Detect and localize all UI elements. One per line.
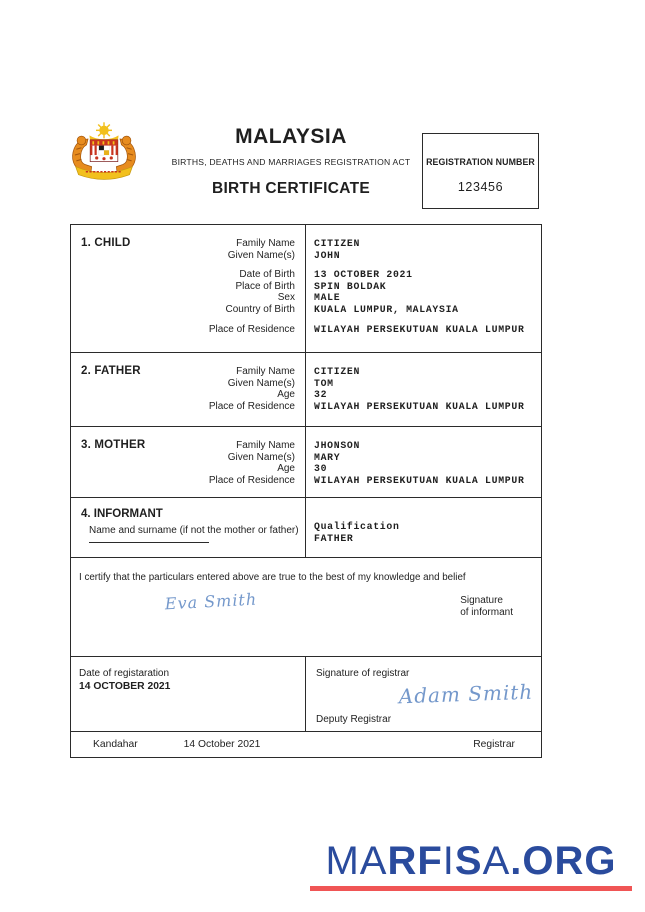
value-date-of-birth: 13 OCTOBER 2021 — [314, 269, 413, 281]
wordmark-segment: .ORG — [510, 839, 617, 883]
label-age: Age — [277, 463, 295, 475]
certification-statement: I certify that the particulars entered above are true to the best of my knowledge and belief — [79, 572, 466, 583]
informant-name-blank-line — [89, 542, 209, 543]
qualification-label: Qualification — [314, 521, 400, 532]
label-place-of-birth: Place of Birth — [235, 280, 295, 292]
wordmark-segment: MA — [325, 839, 388, 883]
registration-place: Kandahar — [93, 739, 138, 750]
label-place-of-residence: Place of Residence — [208, 323, 295, 335]
section-registrar — [71, 657, 541, 732]
label-country-of-birth: Country of Birth — [225, 303, 295, 315]
section-child — [71, 225, 541, 353]
qualification-value: FATHER — [314, 533, 354, 544]
column-divider — [305, 225, 306, 352]
registration-date: 14 October 2021 — [183, 739, 261, 750]
informant-name-label: Name and surname (if not the mother or father) — [89, 525, 299, 536]
document-title: BIRTH CERTIFICATE — [211, 180, 371, 197]
marfisa-logo — [310, 841, 632, 891]
registration-number-value: 123456 — [457, 180, 504, 194]
value-place-of-residence: WILAYAH PERSEKUTUAN KUALA LUMPUR — [314, 474, 525, 486]
label-given-names: Given Name(s) — [227, 249, 295, 261]
value-given-names: JOHN — [314, 249, 341, 261]
label-age: Age — [277, 389, 295, 401]
column-divider — [305, 657, 306, 731]
wordmark-segment: I — [442, 839, 455, 883]
label-family-name: Family Name — [236, 366, 295, 377]
value-family-name: CITIZEN — [314, 366, 361, 377]
registrar-role-label: Registrar — [473, 739, 515, 750]
signature-caption-line1: Signature — [460, 595, 503, 606]
informant-signature: Eva Smith — [164, 589, 258, 614]
footer-strip — [71, 732, 541, 757]
date-of-registration-label: Date of registaration — [79, 668, 170, 679]
registrar-signature-label: Signature of registrar — [316, 668, 410, 679]
registrar-title: Deputy Registrar — [316, 714, 392, 725]
section-informant — [71, 498, 541, 558]
country-title: MALAYSIA — [235, 125, 347, 148]
header — [146, 126, 436, 198]
value-country-of-birth: KUALA LUMPUR, MALAYSIA — [314, 303, 459, 315]
label-family-name: Family Name — [236, 238, 295, 249]
certificate-table — [70, 224, 542, 758]
section-child-title: 1. CHILD — [81, 237, 131, 249]
value-place-of-birth: SPIN BOLDAK — [314, 280, 387, 292]
wordmark-segment: S — [454, 839, 483, 883]
label-place-of-residence: Place of Residence — [208, 400, 295, 412]
coat-of-arms-graphic — [64, 121, 144, 192]
value-given-names: TOM — [314, 377, 334, 389]
logo-underline — [310, 886, 632, 891]
label-given-names: Given Name(s) — [227, 377, 295, 389]
wordmark-segment: A — [482, 839, 511, 883]
registration-number-label: REGISTRATION NUMBER — [426, 157, 535, 167]
label-family-name: Family Name — [236, 440, 295, 451]
date-of-registration-value: 14 OCTOBER 2021 — [79, 680, 171, 692]
label-place-of-residence: Place of Residence — [208, 474, 295, 486]
value-family-name: JHONSON — [314, 440, 361, 451]
registration-number-box — [422, 133, 539, 209]
malaysia-coat-of-arms — [64, 121, 144, 192]
value-sex: MALE — [314, 292, 341, 304]
registrar-signature: Adam Smith — [398, 679, 534, 709]
value-age: 30 — [314, 463, 328, 475]
column-divider — [305, 427, 306, 497]
act-subtitle: BIRTHS, DEATHS AND MARRIAGES REGISTRATION ACT — [171, 157, 411, 167]
value-place-of-residence: WILAYAH PERSEKUTUAN KUALA LUMPUR — [314, 400, 525, 412]
wordmark-segment: RF — [387, 839, 443, 883]
value-given-names: MARY — [314, 451, 341, 463]
section-certification — [71, 558, 541, 657]
section-father-title: 2. FATHER — [81, 365, 141, 377]
marfisa-wordmark — [310, 841, 632, 881]
column-divider — [305, 353, 306, 426]
signature-caption-line2: of informant — [460, 607, 513, 618]
section-father — [71, 353, 541, 427]
section-mother-title: 3. MOTHER — [81, 439, 146, 451]
label-date-of-birth: Date of Birth — [239, 269, 295, 281]
value-place-of-residence: WILAYAH PERSEKUTUAN KUALA LUMPUR — [314, 323, 525, 335]
label-sex: Sex — [277, 292, 295, 304]
value-age: 32 — [314, 389, 328, 401]
section-informant-title: 4. INFORMANT — [81, 508, 163, 520]
column-divider — [305, 498, 306, 557]
value-family-name: CITIZEN — [314, 238, 361, 249]
label-given-names: Given Name(s) — [227, 451, 295, 463]
section-mother — [71, 427, 541, 498]
